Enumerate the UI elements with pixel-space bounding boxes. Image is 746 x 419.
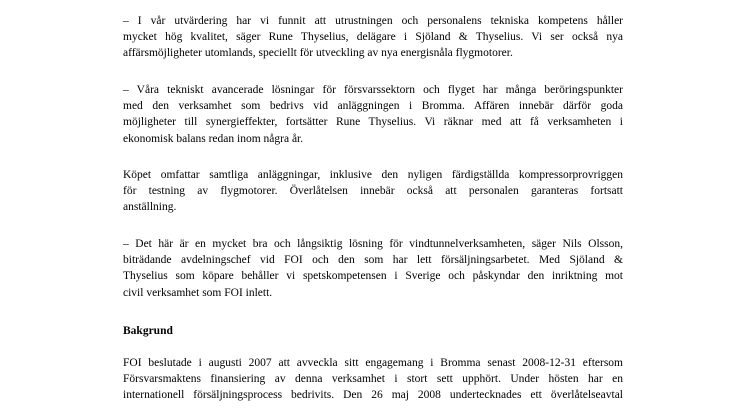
text-line: ekonomisk balans redan inom några år. bbox=[123, 132, 304, 145]
text-line: civil verksamhet som FOI inlett. bbox=[123, 286, 273, 299]
text-line: mycket hög kvalitet, säger Rune Thyselius, delägare i Sjöland & Thyselius. Vi ser också nya bbox=[123, 31, 623, 44]
text-line: med den verksamhet som bedrivs vid anläggningen i Bromma. Affären innebär därför goda bbox=[123, 100, 623, 113]
paragraph-nils-olsson bbox=[123, 236, 623, 301]
paragraph-rune-synergy bbox=[123, 82, 623, 147]
text-line: för testning av flygmotorer. Överlåtelsen innebär också att personalen garanteras fortsatt bbox=[123, 185, 623, 198]
text-line: – Våra tekniskt avancerade lösningar för försvarssektorn och flyget har många beröringspunkter bbox=[123, 84, 623, 96]
section-heading-bakgrund: Bakgrund bbox=[123, 325, 173, 337]
text-line: Försvarsmaktens finansiering av denna verksamhet i stort sett upphört. Under hösten har en bbox=[123, 373, 623, 386]
text-line: FOI beslutade i augusti 2007 att avveckla sitt engagemang i Bromma senast 2008-12-31 eftersom bbox=[123, 357, 623, 369]
text-line: anställning. bbox=[123, 201, 177, 214]
text-line: affärsmöjligheter utomlands, speciellt för utveckling av nya energisnåla flygmotorer. bbox=[123, 47, 513, 60]
text-line: möjligheter till synergieffekter, fortsätter Rune Thyselius. Vi räknar med att få verksamheten i bbox=[123, 116, 623, 129]
text-line: Thyselius som köpare behåller vi spetskompetensen i Sverige och påskyndar den inriktning mot bbox=[123, 270, 623, 283]
paragraph-purchase-scope bbox=[123, 167, 623, 216]
text-line: internationell försäljningsprocess bedrivits. Den 26 maj 2008 undertecknades ett överlåtelseavtal bbox=[123, 389, 623, 402]
text-line: – Det här är en mycket bra och långsiktig lösning för vindtunnelverksamheten, säger Nils Olsson, bbox=[123, 238, 623, 250]
text-line: – I vår utvärdering har vi funnit att utrustningen och personalens tekniska kompetens håller bbox=[123, 15, 623, 27]
paragraph-rune-evaluation bbox=[123, 13, 623, 62]
paragraph-background bbox=[123, 355, 623, 404]
text-line: biträdande avdelningschef vid FOI och den som har lett försäljningsarbetet. Med Sjöland & bbox=[123, 254, 623, 267]
text-line: Köpet omfattar samtliga anläggningar, inklusive den nyligen färdigställda kompressorprovriggen bbox=[123, 169, 623, 181]
